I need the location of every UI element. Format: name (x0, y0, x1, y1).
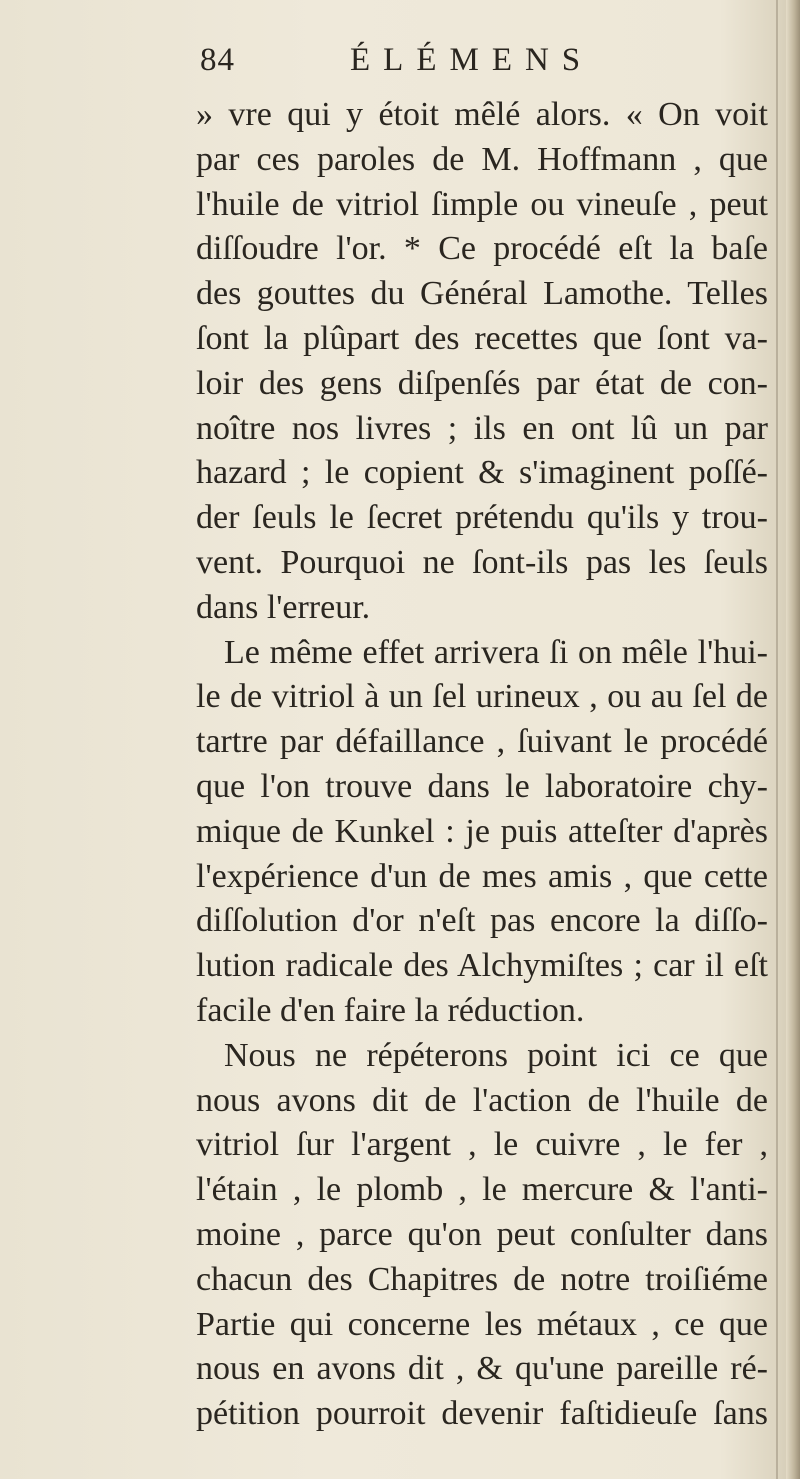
text-line: tartre par défaillance , ſuivant le procédé (196, 723, 768, 761)
text-line: l'expérience d'un de mes amis , que cette (196, 857, 768, 895)
page-edge (786, 0, 800, 1479)
running-title: ÉLÉMENS (350, 42, 594, 78)
text-line: l'huile de vitriol ſimple ou vineuſe , peut (196, 185, 768, 223)
text-line: vent. Pourquoi ne ſont-ils pas les ſeuls (196, 543, 768, 581)
text-line: lution radicale des Alchymiſtes ; car il eſt (196, 947, 768, 985)
text-line: le de vitriol à un ſel urineux , ou au ſel de (196, 678, 768, 716)
text-line: loir des gens diſpenſés par état de con- (196, 364, 768, 402)
text-line: nous en avons dit , & qu'une pareille ré- (196, 1350, 768, 1388)
text-line: Nous ne répéterons point ici ce que (224, 1036, 768, 1074)
text-line: diſſoudre l'or. * Ce procédé eſt la baſe (196, 230, 768, 268)
text-line: chacun des Chapitres de notre troiſiéme (196, 1260, 768, 1298)
text-line: pétition pourroit devenir faſtidieuſe ſans (196, 1395, 768, 1433)
text-line: mique de Kunkel : je puis atteſter d'après (196, 812, 768, 850)
text-line: que l'on trouve dans le laboratoire chy- (196, 767, 768, 805)
text-line: facile d'en faire la réduction. (196, 991, 585, 1029)
page-number: 84 (200, 42, 235, 78)
text-line: der ſeuls le ſecret prétendu qu'ils y trou- (196, 499, 768, 537)
page-header (200, 42, 760, 92)
text-line: des gouttes du Général Lamothe. Telles (196, 275, 768, 313)
text-line: l'étain , le plomb , le mercure & l'anti- (196, 1171, 768, 1209)
text-line: moine , parce qu'on peut conſulter dans (196, 1215, 768, 1253)
text-line: hazard ; le copient & s'imaginent poſſé- (196, 454, 768, 492)
text-line: » vre qui y étoit mêlé alors. « On voit (196, 96, 768, 133)
text-line: par ces paroles de M. Hoffmann , que (196, 140, 768, 178)
text-line: noître nos livres ; ils en ont lû un par (196, 409, 768, 447)
text-line: dans l'erreur. (196, 588, 371, 626)
text-line: Partie qui concerne les métaux , ce que (196, 1305, 768, 1343)
text-line: ſont la plûpart des recettes que ſont va- (196, 319, 768, 357)
page-fold-line (776, 0, 778, 1479)
text-line: vitriol ſur l'argent , le cuivre , le fer , (196, 1126, 768, 1164)
body-text (196, 93, 768, 1437)
text-line: diſſolution d'or n'eſt pas encore la diſſo- (196, 902, 768, 940)
text-line: Le même effet arrivera ſi on mêle l'hui- (224, 633, 768, 671)
text-line: nous avons dit de l'action de l'huile de (196, 1081, 768, 1119)
